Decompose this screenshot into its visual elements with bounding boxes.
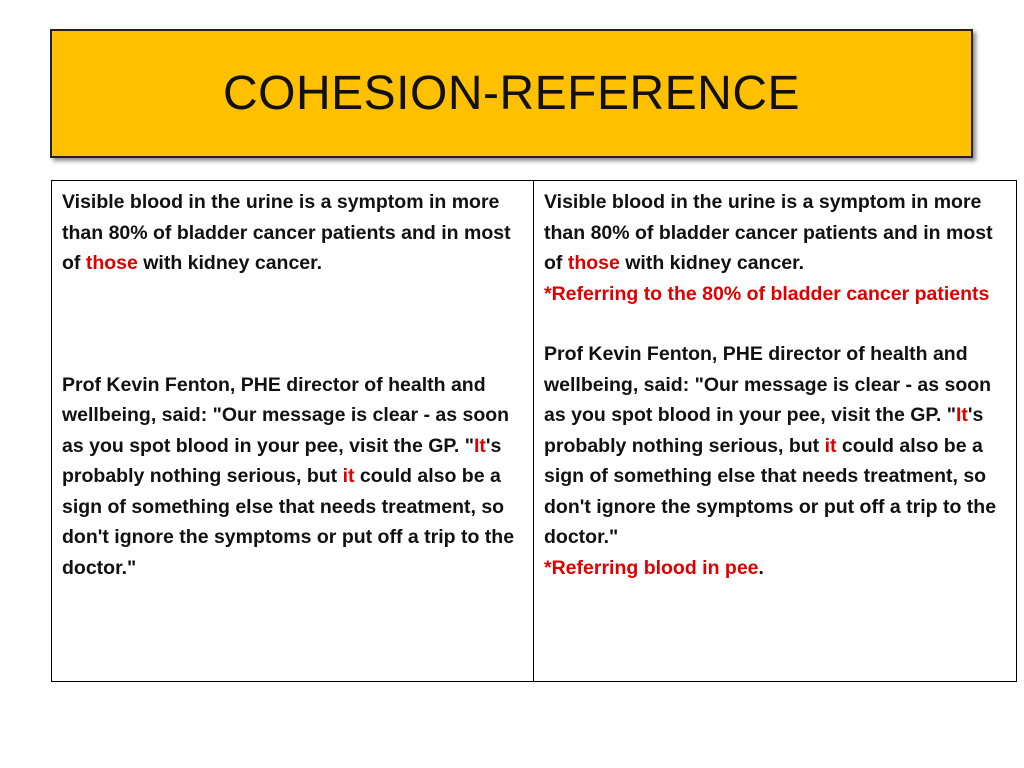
right-p2-highlight-1: It [955, 404, 968, 426]
right-p2-part2: 's probably nothing serious, but [544, 404, 984, 457]
left-p2-part2: 's probably nothing serious, but [62, 434, 502, 487]
paragraph-gap [544, 309, 1006, 339]
right-p1-text-after: with kidney cancer. [619, 252, 805, 274]
right-p2-note: *Referring blood in pee [544, 556, 759, 579]
left-p2-highlight-2: it [342, 465, 355, 487]
left-p2-part3: could also be a sign of something else that needs treatment, so don't ignore the symptoms or put off a trip to the doctor." [62, 465, 515, 579]
table-row [52, 181, 1017, 682]
left-p1-text-after: with kidney cancer. [137, 252, 323, 274]
right-p2-part1: Prof Kevin Fenton, PHE director of health and wellbeing, said: "Our message is clear - as soon as you spot blood in your pee, visit the GP. " [544, 343, 992, 426]
right-p2-highlight-2: it [824, 434, 837, 457]
right-p1-text-before: Visible blood in the urine is a symptom in more than 80% of bladder cancer patients and in most of [544, 191, 993, 274]
right-paragraph-1 [544, 187, 1006, 279]
right-p1-highlight: those [567, 252, 620, 274]
right-paragraph-2 [544, 339, 1006, 553]
slide-title: COHESION-REFERENCE [222, 67, 801, 120]
left-p2-part1: Prof Kevin Fenton, PHE director of health and wellbeing, said: "Our message is clear - as soon as you spot blood in your pee, visit the GP. " [62, 373, 510, 457]
left-column-cell [52, 181, 534, 682]
left-p1-text-before: Visible blood in the urine is a symptom in more than 80% of bladder cancer patients and in most of [62, 191, 511, 274]
left-p1-highlight: those [85, 252, 138, 274]
reference-table [51, 180, 1017, 682]
paragraph-gap [62, 279, 523, 370]
right-column-cell [534, 181, 1017, 682]
left-paragraph-2 [62, 370, 523, 584]
title-banner [50, 29, 973, 158]
right-p2-note-end: . [758, 556, 764, 579]
right-p2-part3: could also be a sign of something else that needs treatment, so don't ignore the symptoms or put off a trip to the doctor." [544, 434, 997, 548]
left-p2-highlight-1: It [473, 434, 486, 457]
right-p2-note-line [544, 553, 1006, 584]
right-p1-note: *Referring to the 80% of bladder cancer patients [544, 282, 990, 305]
left-paragraph-1 [62, 187, 523, 279]
